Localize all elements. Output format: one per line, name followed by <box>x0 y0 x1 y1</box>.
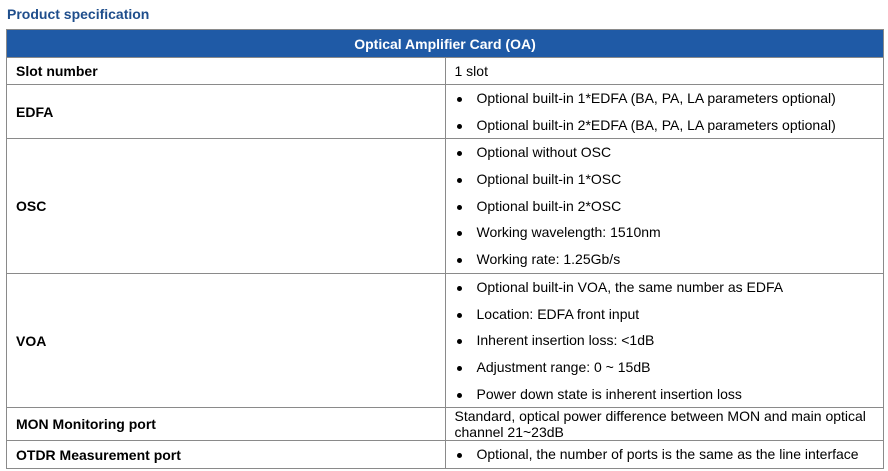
list-item: Optional built-in 1*OSC <box>455 166 884 193</box>
table-row <box>7 441 884 469</box>
list-item: Power down state is inherent insertion loss <box>455 381 884 408</box>
osc-bullet-list <box>455 139 884 272</box>
row-value-slot-number: 1 slot <box>445 58 884 85</box>
list-item: Optional built-in 1*EDFA (BA, PA, LA parameters optional) <box>455 85 884 112</box>
list-item: Optional without OSC <box>455 139 884 166</box>
list-item: Location: EDFA front input <box>455 301 884 328</box>
section-title: Product specification <box>7 6 150 22</box>
row-label-mon-port: MON Monitoring port <box>7 408 446 441</box>
list-item: Optional built-in 2*EDFA (BA, PA, LA parameters optional) <box>455 112 884 139</box>
voa-bullet-list <box>455 274 884 407</box>
row-label-voa: VOA <box>7 273 446 407</box>
row-value-mon-port: Standard, optical power difference between MON and main optical channel 21~23dB <box>445 408 884 441</box>
table-row <box>7 273 884 407</box>
row-value-osc <box>445 139 884 273</box>
row-label-edfa: EDFA <box>7 85 446 139</box>
otdr-bullet-list <box>455 441 884 468</box>
row-label-slot-number: Slot number <box>7 58 446 85</box>
table-row <box>7 408 884 441</box>
list-item: Inherent insertion loss: <1dB <box>455 327 884 354</box>
row-value-otdr-port <box>445 441 884 469</box>
table-header: Optical Amplifier Card (OA) <box>7 30 884 58</box>
list-item: Adjustment range: 0 ~ 15dB <box>455 354 884 381</box>
list-item: Working rate: 1.25Gb/s <box>455 246 884 273</box>
row-label-otdr-port: OTDR Measurement port <box>7 441 446 469</box>
table-row <box>7 58 884 85</box>
list-item: Optional built-in VOA, the same number as EDFA <box>455 274 884 301</box>
table-row <box>7 85 884 139</box>
row-value-edfa <box>445 85 884 139</box>
row-label-osc: OSC <box>7 139 446 273</box>
spec-table <box>6 29 884 469</box>
list-item: Optional, the number of ports is the same as the line interface <box>455 441 884 468</box>
row-value-voa <box>445 273 884 407</box>
edfa-bullet-list <box>455 85 884 138</box>
table-header-row <box>7 30 884 58</box>
list-item: Optional built-in 2*OSC <box>455 193 884 220</box>
list-item: Working wavelength: 1510nm <box>455 219 884 246</box>
table-row <box>7 139 884 273</box>
